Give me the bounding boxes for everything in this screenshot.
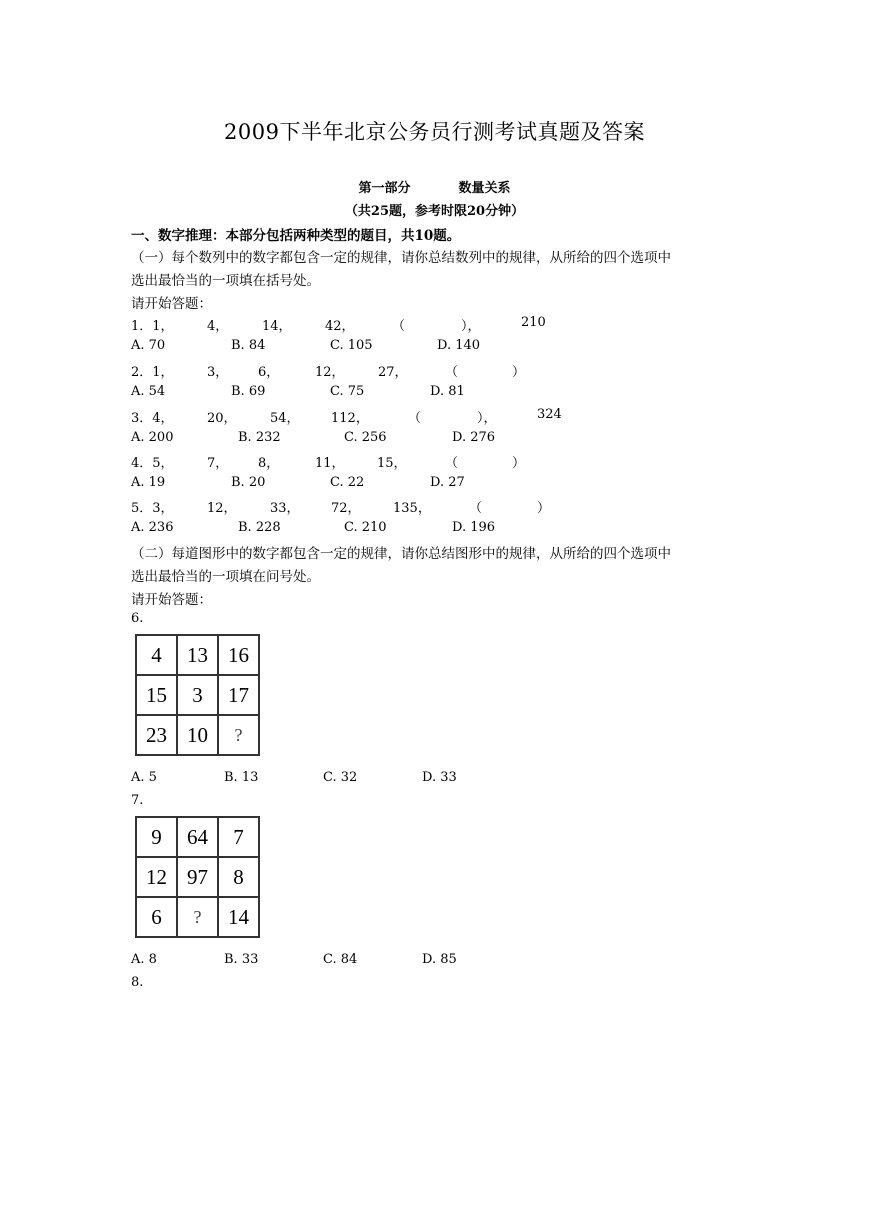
grid-cell: 16 [218,635,259,675]
intro1-start: 请开始答题： [131,296,212,312]
intro2-start: 请开始答题： [131,592,212,608]
question-6-grid [135,634,260,756]
heading-number-reasoning: 一、数字推理：本部分包括两种类型的题目，共10题。 [131,228,461,244]
grid-cell: 9 [136,817,177,857]
intro1-line1: （一）每个数列中的数字都包含一定的规律，请你总结数列中的规律，从所给的四个选项中 [131,250,671,266]
grid-cell: 15 [136,675,177,715]
grid-cell: 7 [218,817,259,857]
question-7-label: 7. [131,793,144,808]
grid-cell: 12 [136,857,177,897]
section-note: （共25题，参考时限20分钟） [344,204,525,219]
question-7-grid [135,816,260,938]
grid-cell: 23 [136,715,177,755]
intro2-line2: 选出最恰当的一项填在问号处。 [131,569,320,585]
grid-cell: 97 [177,857,218,897]
grid-cell: 14 [218,897,259,937]
grid-cell: 17 [218,675,259,715]
page-title: 2009下半年北京公务员行测考试真题及答案 [224,120,645,144]
section-part: 第一部分 [358,181,411,196]
grid-cell: 6 [136,897,177,937]
grid-cell-unknown: ? [218,715,259,755]
grid-cell: 64 [177,817,218,857]
section-name: 数量关系 [458,181,511,196]
question-6-label: 6. [131,611,144,626]
intro1-line2: 选出最恰当的一项填在括号处。 [131,273,320,289]
grid-cell: 4 [136,635,177,675]
section-heading [0,177,869,196]
grid-cell: 3 [177,675,218,715]
intro2-line1: （二）每道图形中的数字都包含一定的规律，请你总结图形中的规律，从所给的四个选项中 [131,546,671,562]
grid-cell: 10 [177,715,218,755]
grid-cell: 13 [177,635,218,675]
grid-cell: 8 [218,857,259,897]
question-8-label: 8. [131,975,144,990]
grid-cell-unknown: ? [177,897,218,937]
